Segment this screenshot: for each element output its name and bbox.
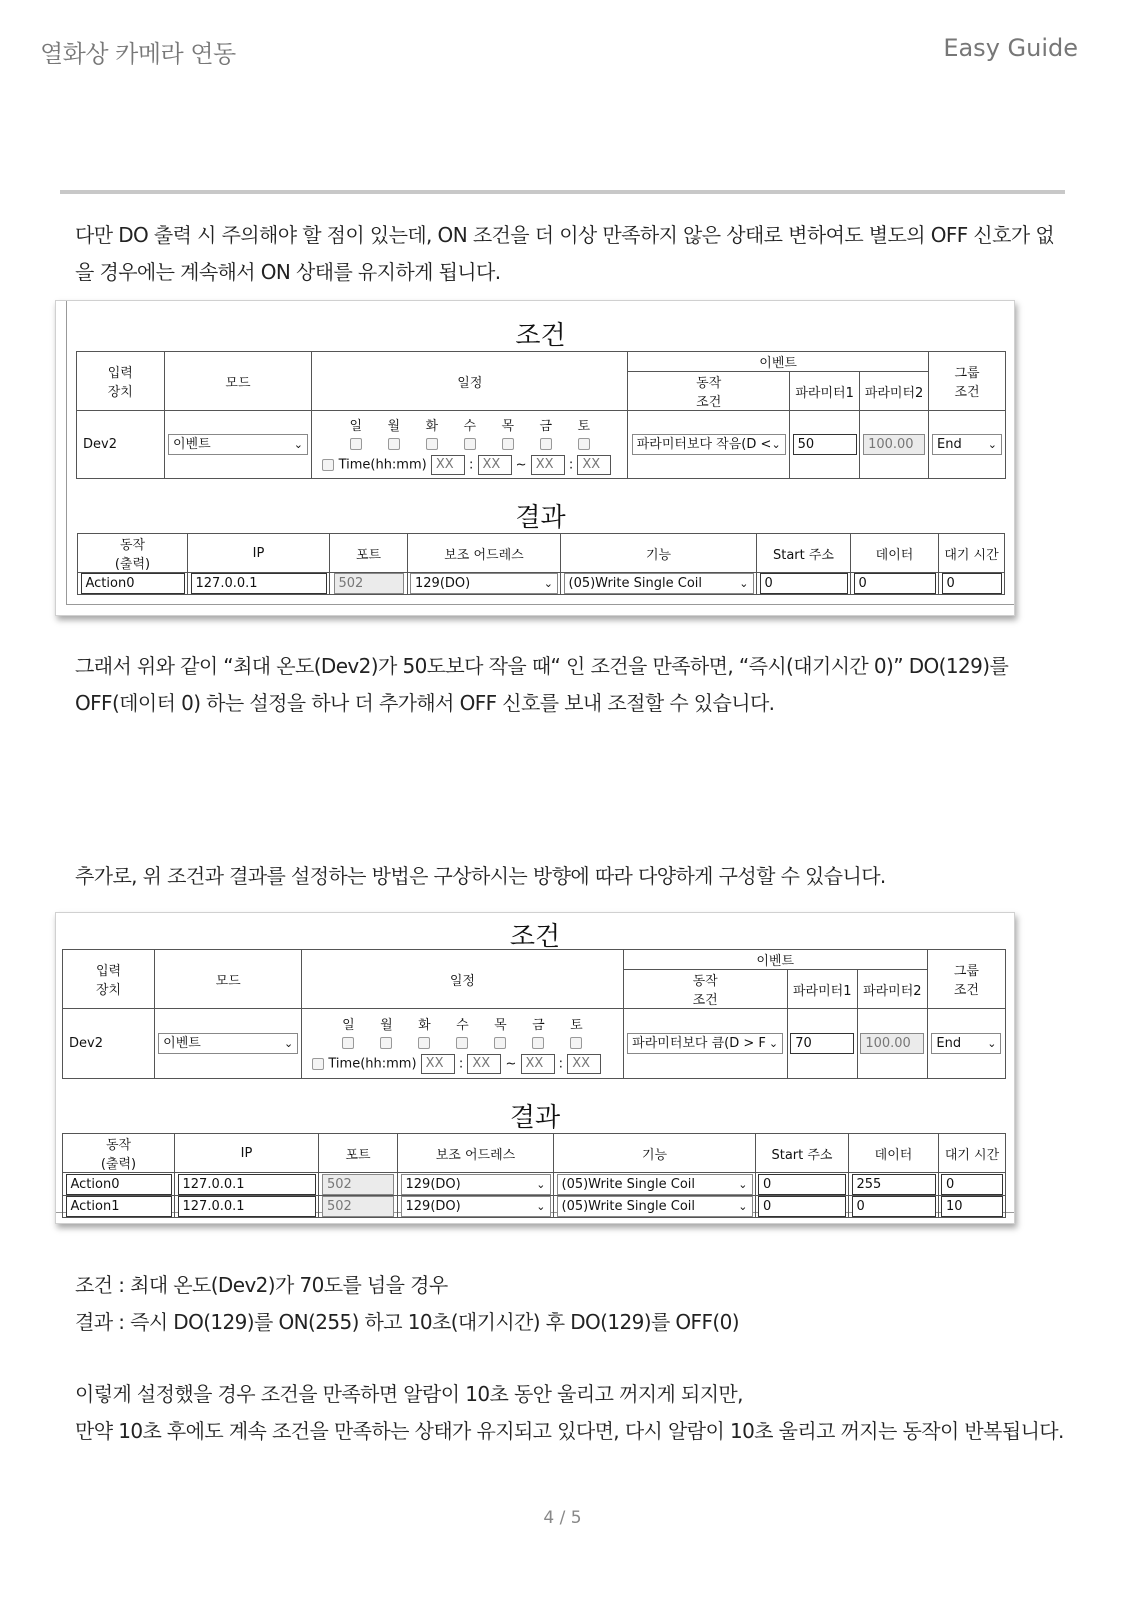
start-address-input[interactable]: 0 xyxy=(758,1174,846,1195)
paragraph-line: 만약 10초 후에도 계속 조건을 만족하는 상태가 유지되고 있다면, 다시 알람이 10초 울리고 꺼지는 동작이 반복됩니다. xyxy=(75,1419,1064,1443)
mode-select[interactable]: 이벤트 ⌄ xyxy=(168,434,308,455)
paragraph-line: 결과 : 즉시 DO(129)를 ON(255) 하고 10초(대기시간) 후 DO(129)를 OFF(0) xyxy=(75,1310,739,1334)
group-condition-header: 그룹 조건 xyxy=(927,950,1005,1009)
action-output-header: 동작 (출력) xyxy=(78,534,188,573)
time-start-hour-input[interactable]: XX xyxy=(421,1054,455,1074)
input-device-header: 입력 장치 xyxy=(77,352,165,411)
schedule-header: 일정 xyxy=(312,352,628,411)
paragraph-line: 그래서 위와 같이 “최대 온도(Dev2)가 50도보다 작을 때“ 인 조건을 만족하면, “즉시(대기시간 0)” DO(129)를 xyxy=(75,654,1009,678)
chevron-down-icon: ⌄ xyxy=(283,1037,294,1050)
paragraph-condition-result xyxy=(75,1267,739,1341)
action-input[interactable]: Action0 xyxy=(81,573,185,594)
wait-time-input[interactable]: 0 xyxy=(941,1174,1003,1195)
checkbox-sat[interactable] xyxy=(578,438,590,450)
result-table xyxy=(62,1133,1006,1218)
data-header: 데이터 xyxy=(851,534,939,573)
ip-input[interactable]: 127.0.0.1 xyxy=(178,1196,316,1217)
chevron-down-icon: ⌄ xyxy=(987,1037,997,1050)
function-select[interactable]: (05)Write Single Coil ⌄ xyxy=(557,1174,753,1195)
wait-time-input[interactable]: 0 xyxy=(942,573,1002,594)
chevron-down-icon: ⌄ xyxy=(536,1177,546,1191)
aux-address-select[interactable]: 129(DO) ⌄ xyxy=(401,1174,551,1195)
port-input[interactable]: 502 xyxy=(334,573,404,594)
condition-table xyxy=(76,351,1006,479)
aux-address-select[interactable]: 129(DO) ⌄ xyxy=(410,573,558,594)
action-input[interactable]: Action0 xyxy=(66,1174,172,1195)
input-device-value: Dev2 xyxy=(77,411,165,479)
chevron-down-icon: ⌄ xyxy=(738,1177,748,1191)
param2-input[interactable]: 100.00 xyxy=(860,1033,924,1054)
chevron-down-icon: ⌄ xyxy=(543,577,553,590)
chevron-down-icon: ⌄ xyxy=(739,577,749,590)
chevron-down-icon: ⌄ xyxy=(536,1199,546,1213)
schedule-cell xyxy=(312,411,628,479)
time-range: Time(hh:mm) XX : XX ~ XX : XX xyxy=(302,1054,622,1074)
action-input[interactable]: Action1 xyxy=(66,1196,172,1217)
time-end-hour-input[interactable]: XX xyxy=(531,455,565,475)
param1-header: 파라미터1 xyxy=(790,372,860,411)
time-start-min-input[interactable]: XX xyxy=(478,455,512,475)
checkbox-sun[interactable] xyxy=(350,438,362,450)
data-input[interactable]: 0 xyxy=(854,573,936,594)
paragraph-line: OFF(데이터 0) 하는 설정을 하나 더 추가해서 OFF 신호를 보내 조절할 수 있습니다. xyxy=(75,691,775,715)
time-end-hour-input[interactable]: XX xyxy=(521,1054,555,1074)
weekday-checkboxes xyxy=(302,1036,622,1051)
result-title: 결과 xyxy=(515,503,566,533)
group-select[interactable]: End ⌄ xyxy=(931,1033,1001,1054)
paragraph-line: 이렇게 설정했을 경우 조건을 만족하면 알람이 10초 동안 울리고 꺼지게 되지만, xyxy=(75,1382,743,1406)
aux-address-header: 보조 어드레스 xyxy=(398,1134,554,1173)
aux-address-header: 보조 어드레스 xyxy=(408,534,561,573)
checkbox-fri[interactable] xyxy=(532,1037,544,1049)
weekday-labels: 일 월 화 수 목 금 토 xyxy=(342,1017,583,1033)
aux-address-select[interactable]: 129(DO) ⌄ xyxy=(401,1196,551,1217)
start-address-input[interactable]: 0 xyxy=(758,1196,846,1217)
port-header: 포트 xyxy=(319,1134,398,1173)
param2-header: 파라미터2 xyxy=(857,970,927,1009)
data-header: 데이터 xyxy=(849,1134,939,1173)
input-device-value: Dev2 xyxy=(63,1009,155,1079)
weekday-checkboxes xyxy=(312,437,627,452)
action-output-header: 동작 (출력) xyxy=(63,1134,175,1173)
header-divider xyxy=(60,190,1065,194)
port-input[interactable]: 502 xyxy=(322,1196,394,1217)
checkbox-tue[interactable] xyxy=(418,1037,430,1049)
checkbox-fri[interactable] xyxy=(540,438,552,450)
table-row xyxy=(63,1195,1006,1217)
checkbox-thu[interactable] xyxy=(502,438,514,450)
checkbox-sun[interactable] xyxy=(342,1037,354,1049)
ip-input[interactable]: 127.0.0.1 xyxy=(178,1174,316,1195)
schedule-cell xyxy=(302,1009,623,1079)
paragraph-additional xyxy=(75,858,886,895)
start-address-header: Start 주소 xyxy=(756,1134,849,1173)
mode-select[interactable]: 이벤트 ⌄ xyxy=(158,1033,298,1054)
data-input[interactable]: 0 xyxy=(852,1196,936,1217)
time-end-min-input[interactable]: XX xyxy=(567,1054,601,1074)
condition-title: 조건 xyxy=(515,321,566,351)
start-address-header: Start 주소 xyxy=(757,534,851,573)
checkbox-time[interactable] xyxy=(322,459,334,471)
chevron-down-icon: ⌄ xyxy=(738,1199,748,1213)
function-header: 기능 xyxy=(554,1134,756,1173)
time-range: Time(hh:mm) XX : XX ~ XX : XX xyxy=(312,455,627,475)
function-header: 기능 xyxy=(561,534,757,573)
event-header: 이벤트 xyxy=(628,352,929,372)
result-title: 결과 xyxy=(509,1103,561,1133)
checkbox-wed[interactable] xyxy=(456,1037,468,1049)
action-condition-header: 동작 조건 xyxy=(628,372,790,411)
ip-header: IP xyxy=(175,1134,319,1173)
time-start-min-input[interactable]: XX xyxy=(467,1054,501,1074)
document-title: 열화상 카메라 연동 xyxy=(40,40,236,68)
page-number: 4 / 5 xyxy=(543,1508,582,1528)
settings-screenshot-1 xyxy=(55,300,1015,616)
input-device-header: 입력 장치 xyxy=(63,950,155,1009)
chevron-down-icon: ⌄ xyxy=(293,438,303,451)
event-header: 이벤트 xyxy=(623,950,927,970)
condition-table xyxy=(62,949,1006,1079)
chevron-down-icon: ⌄ xyxy=(768,1037,779,1050)
event-condition-select[interactable]: 파라미터보다 큼(D > F ⌄ xyxy=(627,1033,783,1054)
paragraph-line: 을 경우에는 계속해서 ON 상태를 유지하게 됩니다. xyxy=(75,260,501,284)
param2-input[interactable]: 100.00 xyxy=(863,434,925,455)
function-select[interactable]: (05)Write Single Coil ⌄ xyxy=(564,573,754,594)
paragraph-do-caution xyxy=(75,217,1054,291)
checkbox-wed[interactable] xyxy=(464,438,476,450)
time-end-min-input[interactable]: XX xyxy=(577,455,611,475)
condition-title: 조건 xyxy=(509,922,561,952)
param1-input[interactable]: 70 xyxy=(790,1033,854,1054)
schedule-header: 일정 xyxy=(302,950,623,1009)
paragraph-off-signal xyxy=(75,648,1008,722)
port-header: 포트 xyxy=(330,534,408,573)
checkbox-sat[interactable] xyxy=(570,1037,582,1049)
data-input[interactable]: 255 xyxy=(852,1174,936,1195)
table-row xyxy=(78,573,1005,595)
start-address-input[interactable]: 0 xyxy=(760,573,848,594)
wait-time-input[interactable]: 10 xyxy=(941,1196,1003,1217)
checkbox-mon[interactable] xyxy=(380,1037,392,1049)
paragraph-line: 추가로, 위 조건과 결과를 설정하는 방법은 구상하시는 방향에 따라 다양하게 구성할 수 있습니다. xyxy=(75,864,886,888)
time-start-hour-input[interactable]: XX xyxy=(431,455,465,475)
checkbox-time[interactable] xyxy=(312,1058,324,1070)
ip-header: IP xyxy=(188,534,330,573)
result-table xyxy=(77,533,1005,595)
function-select[interactable]: (05)Write Single Coil ⌄ xyxy=(557,1196,753,1217)
ip-input[interactable]: 127.0.0.1 xyxy=(191,573,327,594)
mode-header: 모드 xyxy=(164,352,312,411)
param2-header: 파라미터2 xyxy=(860,372,929,411)
event-condition-select[interactable]: 파라미터보다 작음(D < ⌄ xyxy=(632,434,786,455)
paragraph-line: 조건 : 최대 온도(Dev2)가 70도를 넘을 경우 xyxy=(75,1273,448,1297)
guide-label: Easy Guide xyxy=(943,34,1078,62)
wait-time-header: 대기 시간 xyxy=(939,534,1005,573)
checkbox-thu[interactable] xyxy=(494,1037,506,1049)
paragraph-line: 다만 DO 출력 시 주의해야 할 점이 있는데, ON 조건을 더 이상 만족하지 않은 상태로 변하여도 별도의 OFF 신호가 없 xyxy=(75,223,1055,247)
wait-time-header: 대기 시간 xyxy=(939,1134,1006,1173)
group-condition-header: 그룹 조건 xyxy=(929,352,1006,411)
group-select[interactable]: End ⌄ xyxy=(932,434,1002,455)
mode-header: 모드 xyxy=(155,950,302,1009)
weekday-labels: 일 월 화 수 목 금 토 xyxy=(349,418,591,434)
port-input[interactable]: 502 xyxy=(322,1174,394,1195)
settings-screenshot-2 xyxy=(55,912,1015,1224)
chevron-down-icon: ⌄ xyxy=(771,438,781,451)
table-row xyxy=(63,1173,1006,1195)
checkbox-tue[interactable] xyxy=(426,438,438,450)
paragraph-alarm-repeat xyxy=(75,1376,1064,1450)
chevron-down-icon: ⌄ xyxy=(987,438,998,451)
param1-header: 파라미터1 xyxy=(787,970,857,1009)
param1-input[interactable]: 50 xyxy=(793,434,857,455)
checkbox-mon[interactable] xyxy=(388,438,400,450)
action-condition-header: 동작 조건 xyxy=(623,970,787,1009)
